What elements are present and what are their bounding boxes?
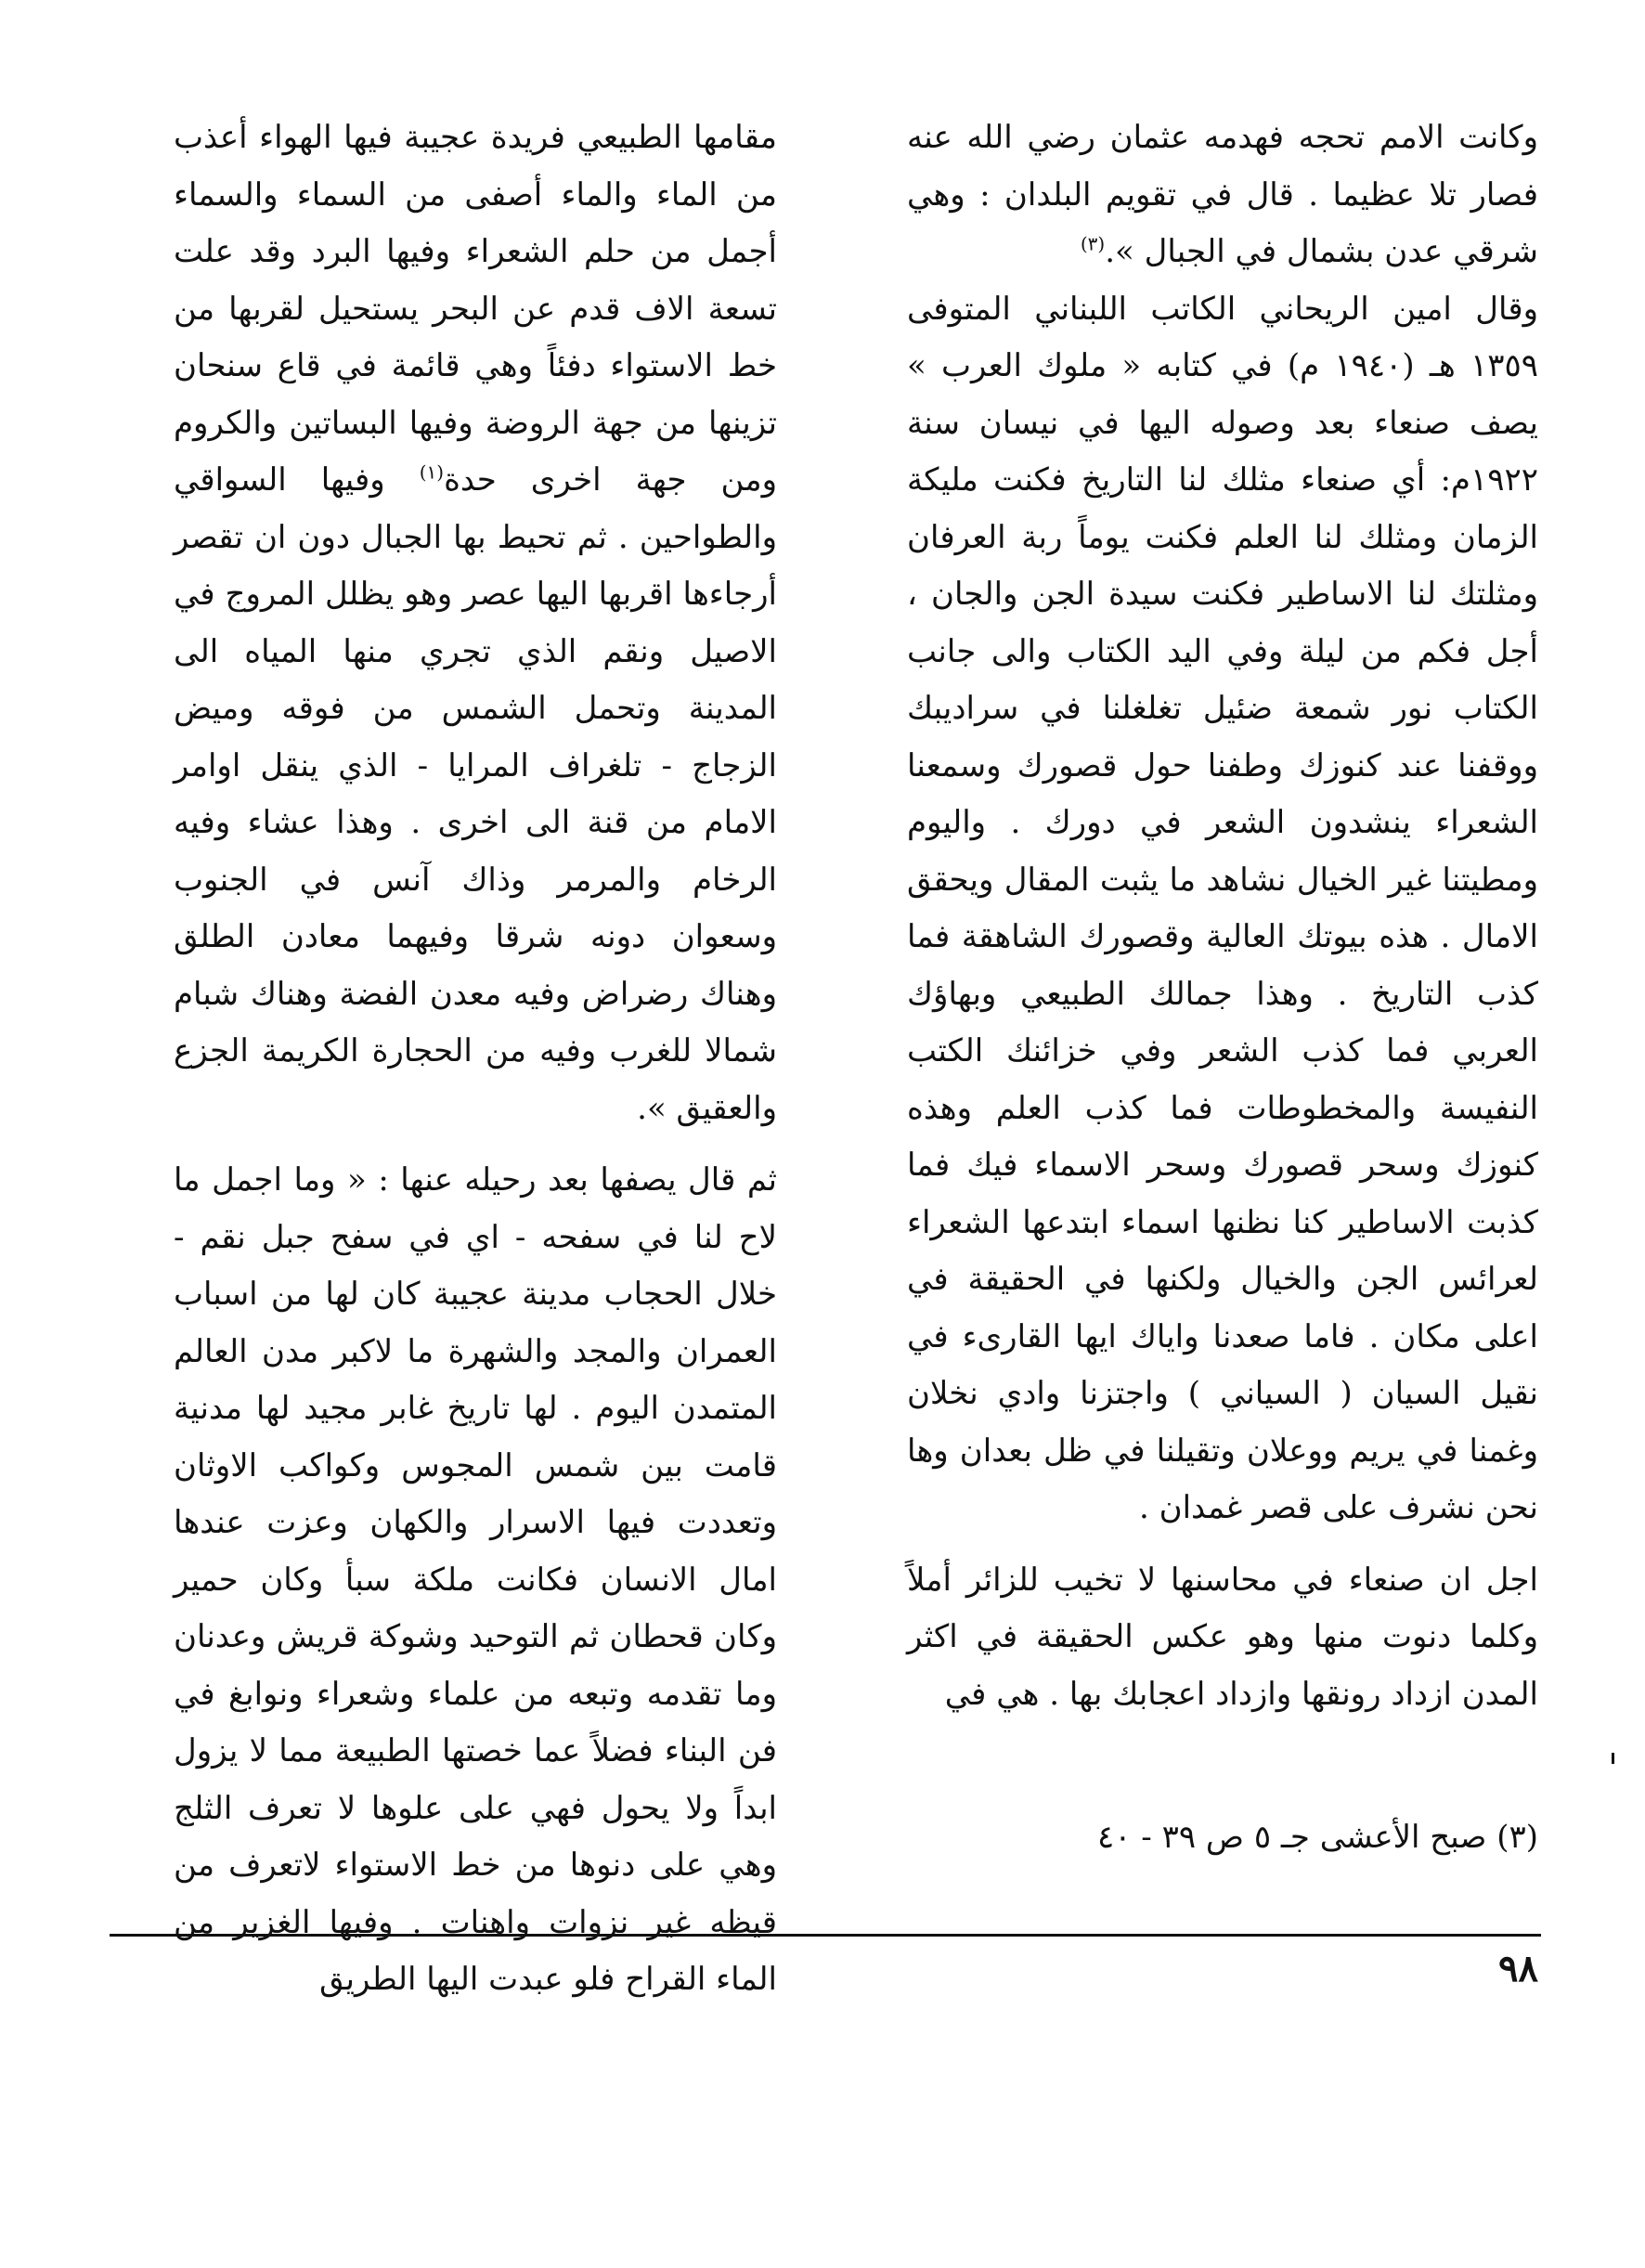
left-text-column xyxy=(174,110,777,2009)
margin-mark xyxy=(1612,1753,1614,1764)
paragraph-sanaa-beauty: اجل ان صنعاء في محاسنها لا تخيب للزائر أملاً وكلما دنوت منها وهو عكس الحقيقة في اكثر المدن ازداد رونقها وازداد اعجابك بها . هي في xyxy=(907,1561,1538,1713)
paragraph-rihani-quote: وقال امين الريحاني الكاتب اللبناني المتوفى ١٣٥٩ هـ (١٩٤٠ م) في كتابه « ملوك العرب » يصف صنعاء بعد وصوله اليها في نيسان سنة ١٩٢٢م: أي صنعاء مثلك لنا التاريخ فكنت مليكة الزمان ومثلك لنا العلم فكنت يوماً ربة العرفان ومثلتك لنا الاساطير فكنت سيدة الجن والجان ، أجل فكم من ليلة وفي اليد الكتاب والى جانب الكتاب نور شمعة ضئيل تغلغلنا في سراديبك ووقفنا عند كنوزك وطفنا حول قصورك وسمعنا الشعراء ينشدون الشعر في دورك . واليوم ومطيتنا غير الخيال نشاهد ما يثبت المقال ويحقق الامال . هذه بيوتك العالية وقصورك الشاهقة فما كذب التاريخ . وهذا جمالك الطبيعي وبهاؤك العربي فما كذب الشعر وفي خزائنك الكتب النفيسة والمخطوطات فما كذب العلم وهذه كنوزك وسحر قصورك وسحر الاسماء فيك فما كذبت الاساطير كنا نظنها اسماء ابتدعها الشعراء لعرائس الجن والخيال ولكنها في الحقيقة في اعلى مكان . فاما صعدنا واياك ايها القارىء في نقيل السيان ( السياني ) واجتزنا وادي نخلان وغمنا في يريم ووعلان وتقيلنا في ظل بعدان وها نحن نشرف على قصر غمدان . xyxy=(907,290,1538,1526)
paragraph-text-end: وفيها السواقي والطواحين . ثم تحيط بها الجبال دون ان تقصر أرجاءها اقربها اليها عصر وهو يظلل المروج في الاصيل ونقم الذي تجري منها المياه الى المدينة وتحمل الشمس من فوقه وميض الزجاج - تلغراف المرايا - الذي ينقل اوامر الامام من قنة الى اخرى . وهذا عشاء وفيه الرخام والمرمر وذاك آنس في الجنوب وسعوان دونه شرقا وفيهما معادن الطلق وهناك رضراض وفيه معدن الفضة وهناك شبام شمالا للغرب وفيه من الحجارة الكريمة الجزع والعقيق ». xyxy=(174,461,777,1127)
footnote-ref: (١) xyxy=(419,460,445,484)
paragraph-kaaba-destruction xyxy=(907,110,1538,281)
paragraph-sanaa-setting xyxy=(174,110,777,1137)
paragraph-departure-description: ثم قال يصفها بعد رحيله عنها : « وما اجمل ما لاح لنا في سفحه - اي في سفح جبل نقم - خلال الحجاب مدينة عجيبة كان لها من اسباب العمران والمجد والشهرة ما لاكبر مدن العالم المتمدن اليوم . لها تاريخ غابر مجيد لها مدنية قامت بين شمس المجوس وكواكب الاوثان وتعددت فيها الاسرار والكهان وعزت عندها امال الانسان فكانت ملكة سبأ وكان حمير وكان قحطان ثم التوحيد وشوكة قريش وعدنان وما تقدمه وتبعه من علماء وشعراء ونوابغ في فن البناء فضلاً عما خصتها الطبيعة مما لا يزول ابداً ولا يحول فهي على علوها لا تعرف الثلج وهي على دنوها من خط الاستواء لاتعرف من قيظه غير نزوات واهنات . وفيها الغزير من الماء القراح فلو عبدت اليها الطريق xyxy=(174,1161,777,1998)
paragraph-text: وكانت الامم تحجه فهدمه عثمان رضي الله عنه فصار تلا عظيما . قال في تقويم البلدان : وهي شرقي عدن بشمال في الجبال ». xyxy=(907,119,1538,270)
paragraph-text-start: مقامها الطبيعي فريدة عجيبة فيها الهواء أعذب من الماء والماء أصفى من السماء والسماء أجمل من حلم الشعراء وفيها البرد وقد علت تسعة الاف قدم عن البحر يستحيل لقربها من خط الاستواء دفئاً وهي قائمة في قاع سنحان تزينها من جهة الروضة وفيها البساتين والكروم ومن جهة اخرى حدة xyxy=(174,119,777,499)
footer-rule xyxy=(110,1934,1541,1937)
footnote: (٣) صبح الأعشى جـ ٥ ص ٣٩ - ٤٠ xyxy=(1096,1819,1538,1856)
footnote-ref: (٣) xyxy=(1080,232,1106,255)
right-text-column xyxy=(907,110,1538,1723)
page-number: ٩٨ xyxy=(1498,1947,1538,1990)
